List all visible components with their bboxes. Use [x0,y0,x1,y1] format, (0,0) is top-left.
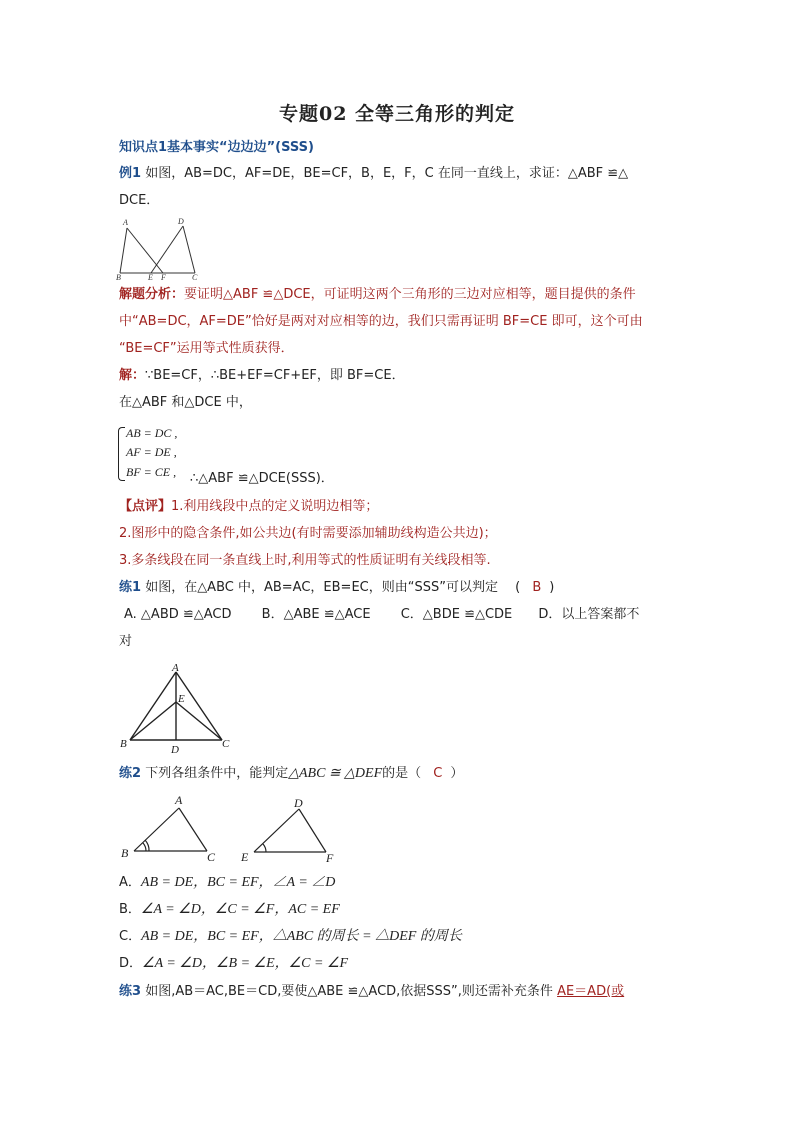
solution-label: 解： [119,368,146,383]
comment-label: 【点评】 [119,499,172,514]
option-letter: C． [119,929,142,944]
comment-line2: 2.图形中的隐含条件,如公共边(有时需要添加辅助线构造公共边)； [119,526,497,541]
solution-conclusion: ∴△ABF ≌△DCE(SSS)． [190,471,334,486]
analysis-line3: “BE=CF”运用等式性质获得． [119,341,294,356]
practice2-option-a [119,874,335,892]
practice1-options [124,606,639,624]
analysis-text: 要证明△ABF ≌△DCE，可证明这两个三角形的三边对应相等，题目提供的条件 [184,287,636,302]
section-heading: 知识点1基本事实“边边边”(SSS) [119,140,314,155]
option-content: AB = DE，BC = EF，△ABC 的周长 = △DEF 的周长 [141,929,462,944]
option-d-cont: 对 [119,634,133,649]
option-d: D．以上答案都不 [538,607,640,622]
practice-answer: AE＝AD(或 [557,984,625,999]
fig-label: E [148,273,153,280]
system-eq-1: AB = DC , [126,426,178,440]
practice-text: 如图,AB＝AC,BE＝CD,要使△ABE ≌△ACD,依据SSS”,则还需补充条件 [145,984,553,999]
fig-label: C [192,273,198,280]
practice1-figure [118,660,238,759]
system-eq-2: AF = DE , [126,445,177,459]
practice-text: 下列各组条件中，能判定 [145,766,289,781]
practice-label: 练2 [119,766,142,781]
fig-label: D [178,217,184,226]
option-content: ∠A = ∠D，∠C = ∠F，AC = EF [140,902,340,917]
system-brace [118,427,125,481]
practice-label: 练3 [119,984,142,999]
fig-label: A [175,793,183,807]
practice2-figure [118,793,348,869]
example-label: 例1 [119,166,142,181]
fig-label: A [123,218,128,227]
fig-label: D [294,796,303,810]
option-letter: A． [119,875,141,890]
option-b: B．△ABE ≌△ACE [261,607,371,622]
comment-line3: 3.多条线段在同一条直线上时,利用等式的性质证明有关线段相等. [119,553,491,568]
solution-text: ∵BE=CF，∴BE+EF=CF+EF，即 BF=CE． [145,368,405,383]
fig-label: C [222,738,230,750]
practice-math: △ABC ≅ △DEF [288,766,383,781]
page-title: 专题02 全等三角形的判定 [278,103,516,125]
fig-label: B [121,846,129,860]
option-a: A. △ABD ≌△ACD [124,607,232,622]
fig-label: B [116,273,121,280]
practice-answer: B [532,580,542,595]
fig-label: D [171,744,179,755]
fig-label: F [161,273,166,280]
practice1-question [119,579,554,597]
practice-text: 的是（ [382,766,422,781]
practice-answer: C [433,766,443,781]
comment-text: 1.利用线段中点的定义说明边相等； [171,499,379,514]
example1-line2: DCE． [119,193,160,208]
practice2-option-b [119,901,340,919]
practice-close: ) [549,580,555,595]
practice-close: ） [450,766,464,781]
example1-line1 [119,165,628,183]
example-text: 如图，AB=DC，AF=DE，BE=CF，B，E，F，C 在同一直线上，求证：△ABF ≌△ [145,166,629,181]
fig-label: A [172,662,179,674]
fig-label: E [178,693,185,705]
fig-label: E [241,850,249,864]
system-eq-3: BF = CE , [126,465,177,479]
practice2-option-d [119,955,348,973]
fig-label: F [326,851,334,865]
option-letter: D． [119,956,143,971]
analysis-label: 解题分析： [119,287,185,302]
option-content: AB = DE，BC = EF，∠A = ∠D [140,875,336,890]
solution-line2: 在△ABF 和△DCE 中， [119,395,252,410]
solution-line1 [119,367,405,385]
example1-figure [115,215,200,284]
practice-text: 如图，在△ABC 中，AB=AC，EB=EC，则由“SSS”可以判定 ( [145,580,521,595]
analysis-line2: 中“AB=DC，AF=DE”恰好是两对对应相等的边，我们只需再证明 BF=CE 即可，这个可由 [119,314,643,329]
option-letter: B． [119,902,141,917]
analysis-line1 [119,286,636,304]
comment-line1 [119,498,378,516]
practice2-question [119,765,463,783]
fig-label: B [120,738,127,750]
option-content: ∠A = ∠D，∠B = ∠E，∠C = ∠F [142,956,349,971]
fig-label: C [207,850,216,864]
practice-label: 练1 [119,580,142,595]
option-c: C．△BDE ≌△CDE [400,607,513,622]
practice2-option-c [119,928,462,946]
practice3-question [119,983,624,1001]
